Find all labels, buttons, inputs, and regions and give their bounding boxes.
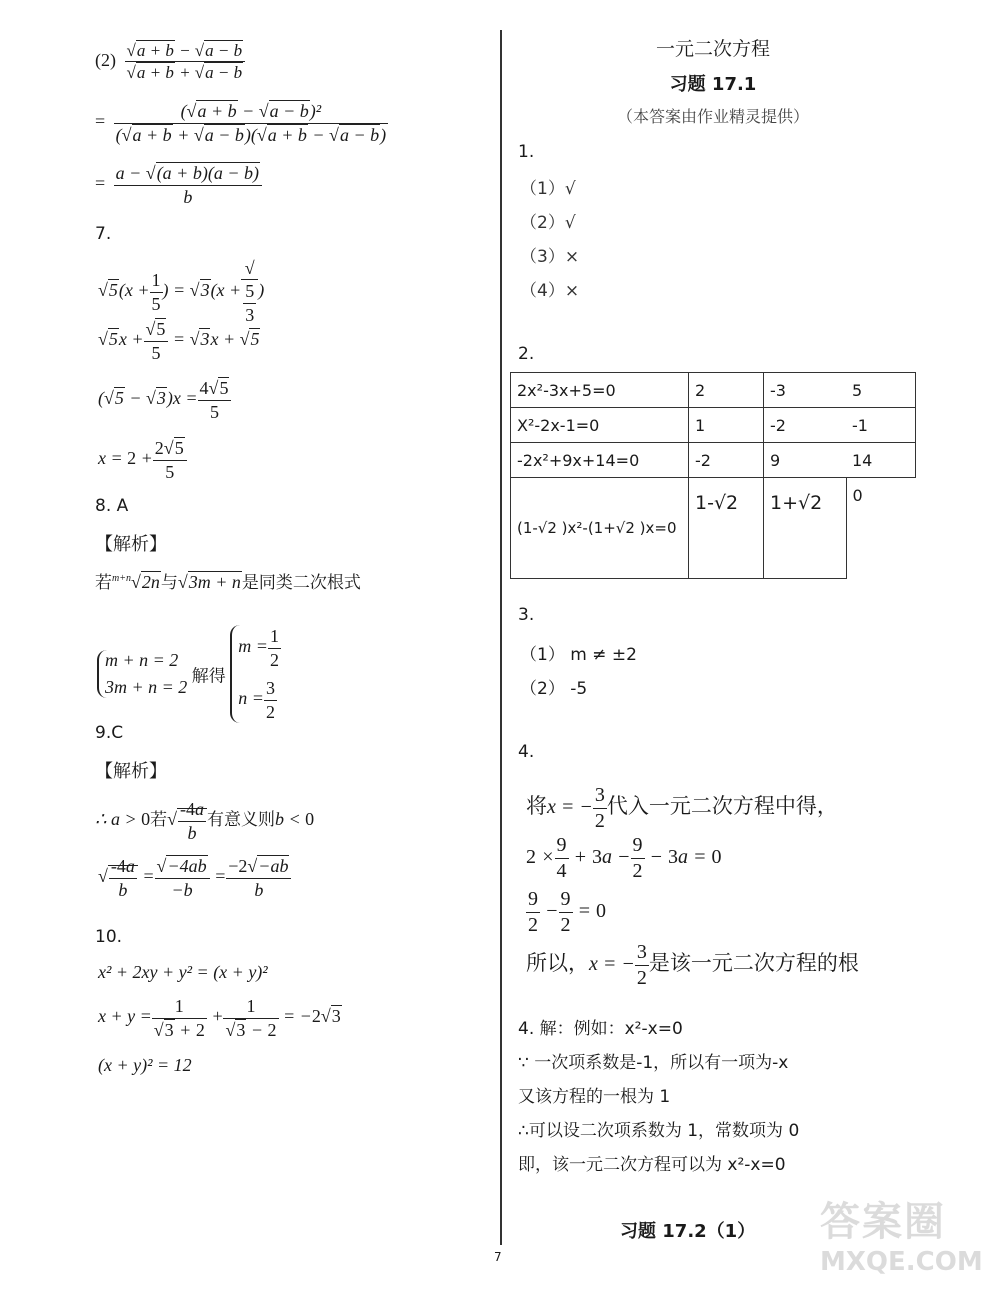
credit-note: （本答案由作业精灵提供） [616, 107, 809, 126]
table-row [511, 478, 916, 579]
r-q1-label: 1. [518, 142, 535, 162]
q9-label: 9.C [95, 723, 124, 743]
r-q4-label: 4. [518, 742, 535, 762]
q10-label: 10. [95, 927, 123, 947]
r-q1-item-3: （3）× [520, 247, 580, 267]
table-cell: 1 [689, 408, 764, 443]
table-cell: 2x²-3x+5=0 [511, 373, 689, 408]
q8-eq2: 3m + n = 2 [105, 677, 188, 697]
q7-line1: √5(x + $\frac{1}{5}$ ) = √3(x +√ $\frac{5}{3}$ ) [98, 258, 265, 325]
q10-line3: (x + y)² = 12 [98, 1055, 192, 1075]
r-q4-line2: 2 × $\frac{9}{4}$ + 3a − $\frac{9}{2}$ − 3a = 0 [526, 834, 722, 882]
table-cell: 2 [689, 373, 764, 408]
table-row [511, 443, 916, 478]
watermark-top: 答案圈 [820, 1199, 946, 1245]
q9-line2: √ $\frac{-4a}{b}$ = $\frac{√-4ab}{-b}$ = $\frac{-2√-ab}{b}$ [98, 855, 291, 901]
table-row [511, 408, 916, 443]
r-q4b-line1: 4. 解：例如：x²-x=0 [518, 1019, 683, 1039]
table-cell: X²-2x-1=0 [511, 408, 689, 443]
table-cell: 9 [764, 443, 847, 478]
exercise-title: 习题 17.1 [669, 74, 757, 95]
q6-step1: = $\frac{\text{(√a + b − √a − b)²}}{(√a + b + √a - b)(√a + b - √a - b)}$ [95, 101, 387, 145]
column-divider [500, 30, 502, 1245]
q6-step2: = $\frac{a - √(a + b)(a - b)}{b}$ [95, 162, 262, 208]
r-q4b-line2: ∵ 一次项系数是-1，所以有一项为-x [518, 1053, 789, 1073]
coefficients-table [510, 372, 916, 579]
q9-analysis-heading: 【解析】 [95, 761, 167, 782]
table-cell: (1-√2 )x²-(1+√2 )x=0 [511, 478, 689, 579]
table-cell: 0 [846, 478, 916, 579]
r-q4-line1: 将x = − $\frac{3}{2}$ 代入一元二次方程中得， [526, 784, 838, 832]
table-cell: -3 [764, 373, 847, 408]
table-cell: -2x²+9x+14=0 [511, 443, 689, 478]
q8-analysis-heading: 【解析】 [95, 534, 167, 555]
q10-line2: x + y = $\frac{1}{√3 + 2}$ + $\frac{1}{√3 - 2}$ = −2√3 [98, 996, 341, 1040]
q7-line3: (√5 − √3)x = $\frac{4√5}{5}$ [98, 377, 231, 423]
table-cell: 1-√2 [689, 478, 764, 579]
r-q3-item-2: （2） -5 [520, 679, 588, 699]
table-cell: -2 [764, 408, 847, 443]
r-q4b-line4: ∴可以设二次项系数为 1，常数项为 0 [518, 1121, 800, 1141]
q9-line1: ∴ a > 0若√ $\frac{-4a}{b}$ 有意义则b < 0 [95, 799, 315, 843]
r-q1-item-1: （1）√ [520, 179, 576, 199]
r-q4b-line5: 即，该一元二次方程可以为 x²-x=0 [518, 1155, 786, 1175]
q8-eq1: m + n = 2 [105, 650, 179, 670]
r-q4-line4: 所以，x = − $\frac{3}{2}$ 是该一元二次方程的根 [526, 941, 859, 989]
next-exercise-title: 习题 17.2（1） [620, 1221, 756, 1242]
r-q3-item-1: （1） m ≠ ±2 [520, 645, 637, 665]
q10-line1: x² + 2xy + y² = (x + y)² [98, 962, 268, 982]
watermark-bottom: MXQE.COM [820, 1247, 983, 1277]
r-q2-label: 2. [518, 344, 535, 364]
table-cell: 1+√2 [764, 478, 847, 579]
q8-system: m + n = 2 3m + n = 2 解得 m = $\frac{1}{2}$ n = $\frac{3}{2}$ [97, 625, 281, 723]
table-row [511, 373, 916, 408]
q8-label: 8. A [95, 496, 129, 516]
q7-line4: x = 2 + $\frac{2√5}{5}$ [98, 437, 187, 483]
q7-line2: √5x + $\frac{√5}{5}$ = √3x + √5 [98, 319, 260, 363]
q8-line1: 若$^{m+n}$√2n与√3m + n是同类二次根式 [95, 572, 361, 593]
table-cell: 5 [846, 373, 916, 408]
q6-expression [95, 40, 245, 84]
r-q3-label: 3. [518, 605, 535, 625]
q7-label: 7. [95, 224, 112, 244]
watermark-logo [820, 1190, 995, 1285]
r-q1-item-4: （4）× [520, 281, 580, 301]
r-q4-line3: $\frac{9}{2}$ − $\frac{9}{2}$ = 0 [528, 888, 606, 936]
q6-fraction: $\frac{√a + b - √a - b}{√a + b + √a - b}$ [125, 40, 246, 84]
table-cell: -1 [846, 408, 916, 443]
r-q1-item-2: （2）√ [520, 213, 576, 233]
page-number: 7 [494, 1250, 502, 1264]
chapter-title: 一元二次方程 [655, 38, 770, 60]
q6-label: (2) [95, 49, 116, 70]
q8-jiede: 解得 [191, 666, 226, 687]
table-cell: -2 [689, 443, 764, 478]
table-cell: 14 [846, 443, 916, 478]
r-q4b-line3: 又该方程的一根为 1 [518, 1087, 671, 1107]
